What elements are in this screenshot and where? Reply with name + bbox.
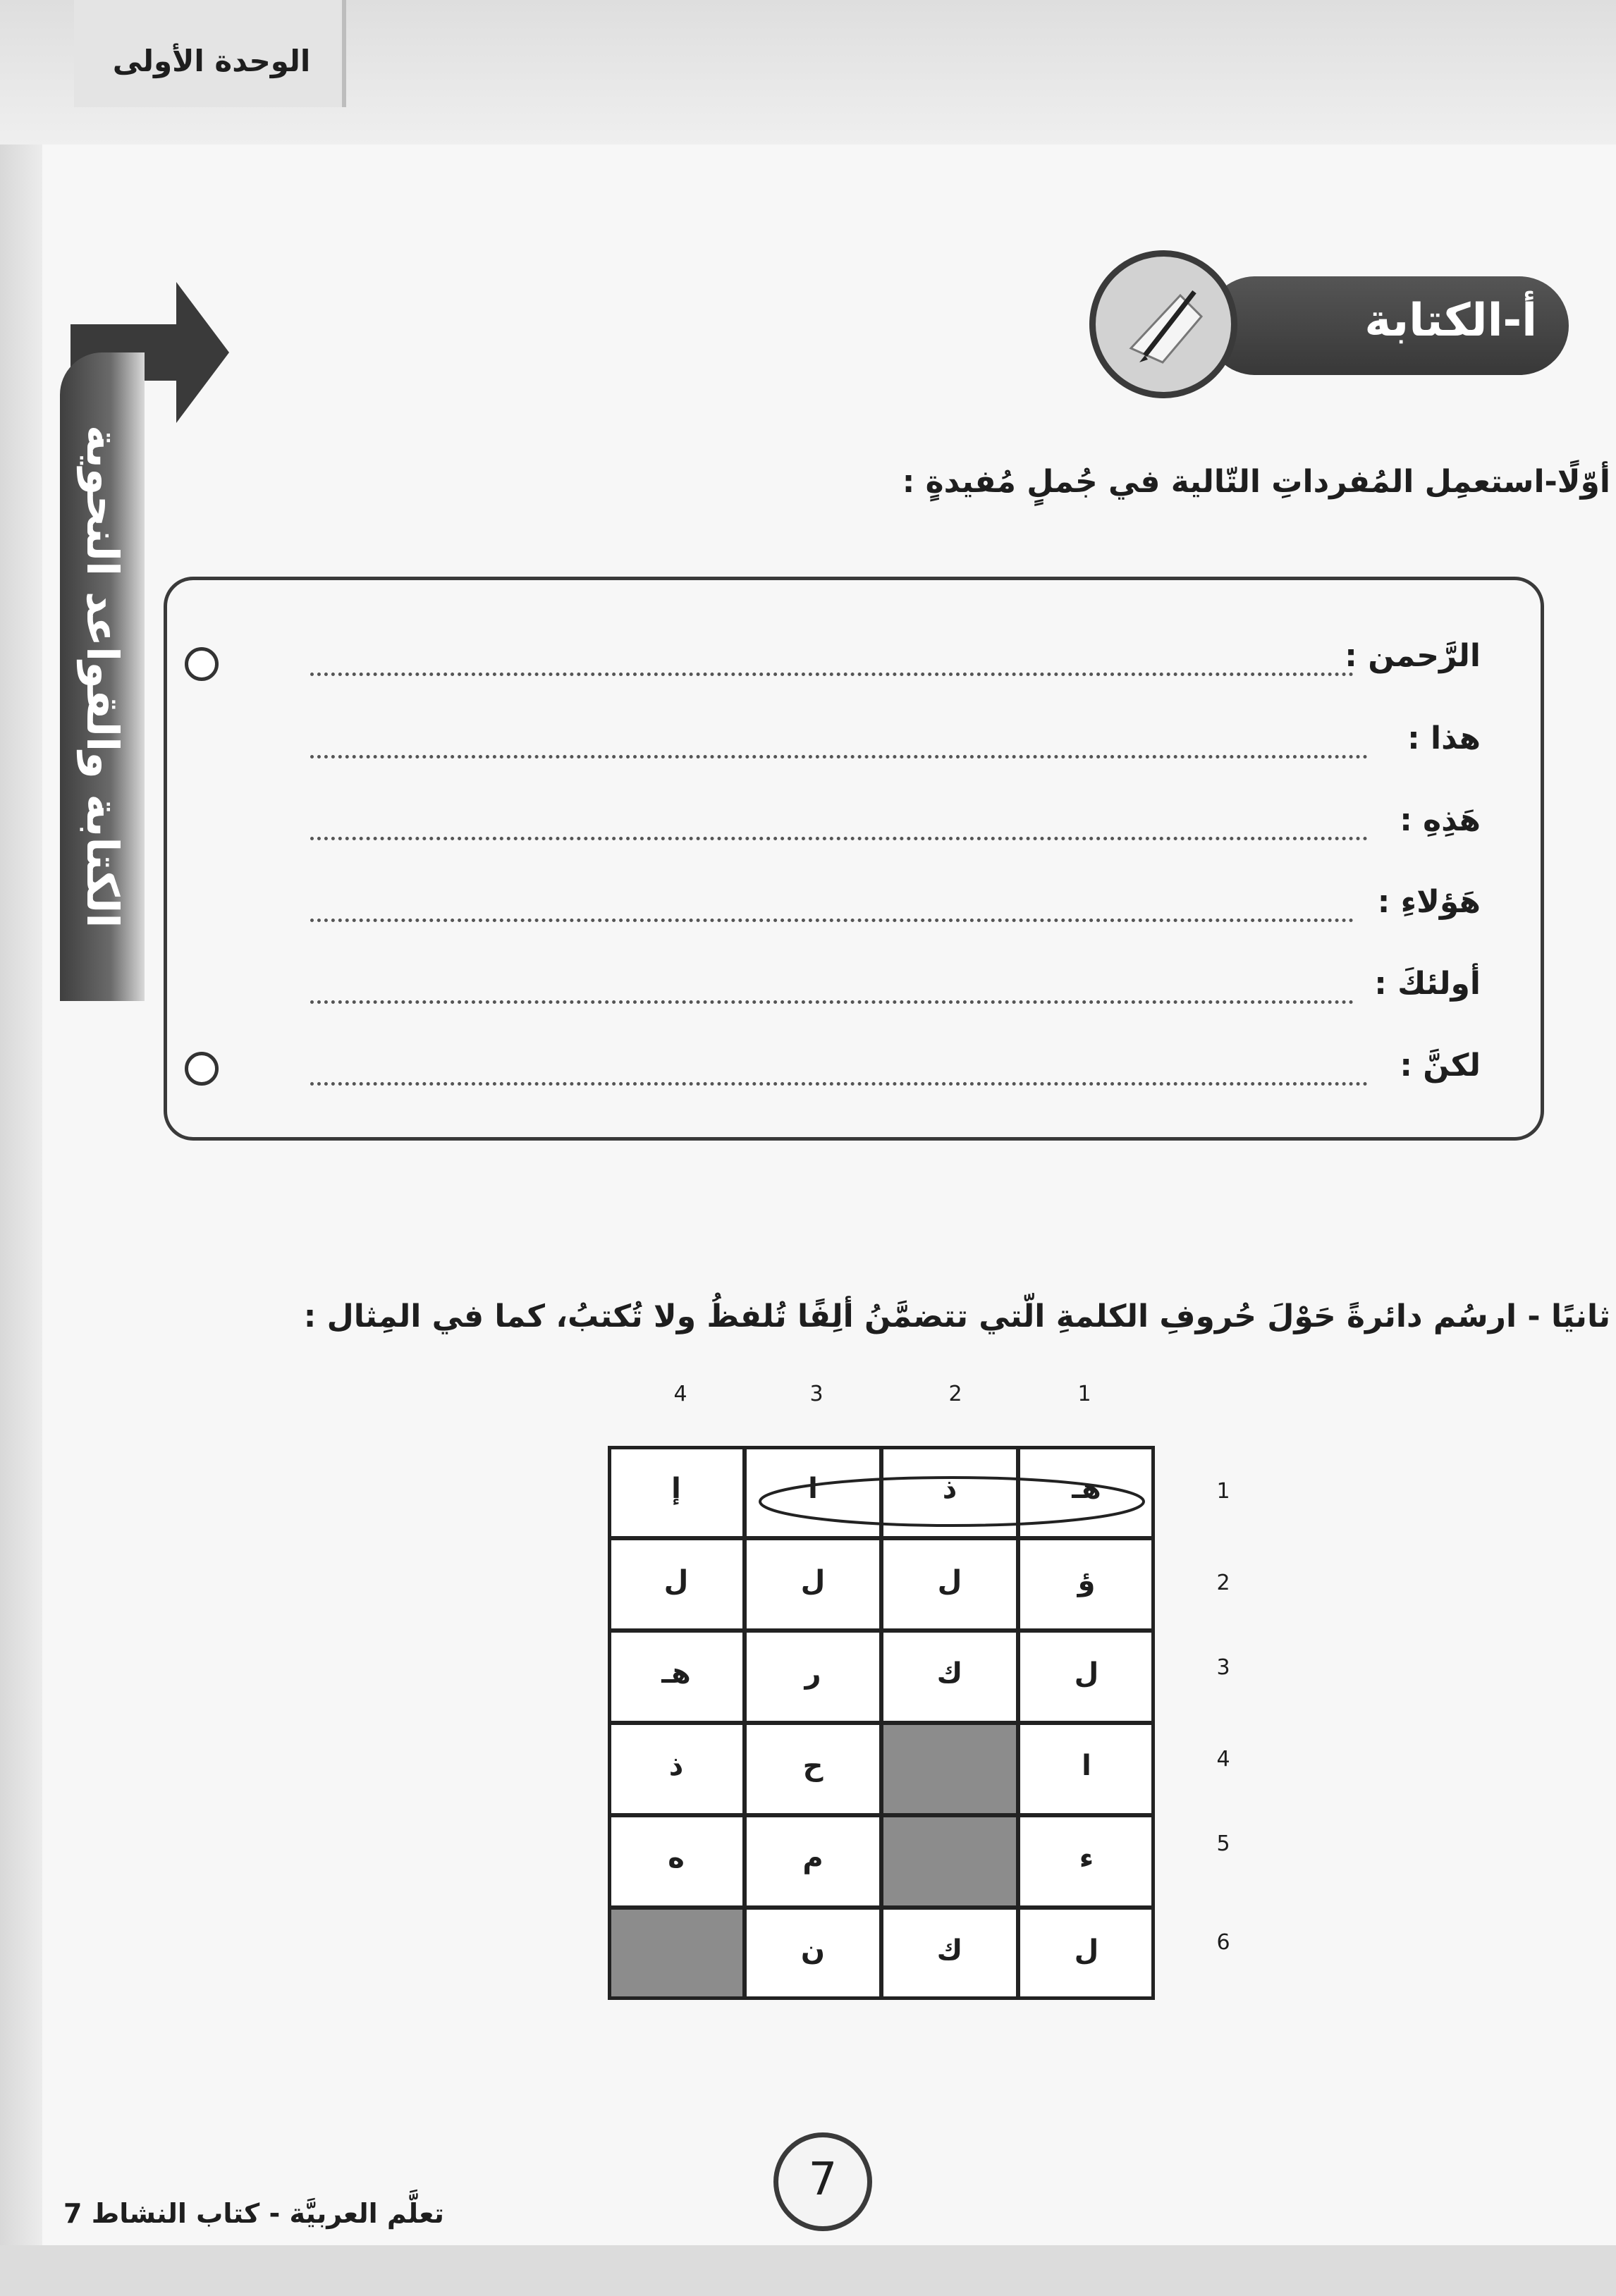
- example-ellipse: [754, 1473, 1149, 1530]
- row-number: 6: [1216, 1930, 1230, 1955]
- grid-letter: هـ: [1072, 1473, 1101, 1505]
- bottom-band: [0, 2245, 1616, 2296]
- grid-letter: ه: [668, 1842, 685, 1874]
- column-number: 4: [673, 1382, 687, 1406]
- column-number: 1: [1077, 1382, 1091, 1406]
- unit-title: الوحدة الأولى: [112, 44, 311, 78]
- answer-line[interactable]: [310, 919, 1354, 922]
- grid-letter: ك: [936, 1657, 963, 1690]
- grid-letter: ل: [1074, 1934, 1099, 1967]
- answer-line[interactable]: [310, 837, 1368, 840]
- answer-line[interactable]: [310, 1082, 1368, 1086]
- exercise-2-title: ثانيًا - ارسُم دائرةً حَوْلَ حُروفِ الكلمةِ الّتي تتضمَّنُ ألِفًا تُلفظُ ولا تُكتبُ، كما في المِثال :: [303, 1299, 1610, 1334]
- row-number: 2: [1216, 1571, 1230, 1595]
- exercise-1-title: أوّلًا-استعمِل المُفرداتِ التّالية في جُملٍ مُفيدةٍ :: [902, 464, 1610, 500]
- answer-line[interactable]: [310, 755, 1368, 759]
- word-label: هَذِهِ :: [1400, 802, 1481, 838]
- sentence-row: [310, 966, 1481, 1017]
- sentence-row: [310, 1048, 1481, 1098]
- word-label: أولئكَ :: [1374, 966, 1481, 1002]
- grid-letter: ل: [800, 1565, 826, 1597]
- sentence-row: [310, 638, 1481, 689]
- sentence-row: [310, 720, 1481, 771]
- row-number: 4: [1216, 1747, 1230, 1772]
- grid-letter: إ: [671, 1473, 681, 1505]
- word-label: هَؤلاءِ :: [1377, 884, 1481, 920]
- grid-letter: ر: [804, 1657, 821, 1690]
- grid-letter: ذ: [668, 1750, 684, 1782]
- grid-letter: ا: [808, 1473, 818, 1505]
- grid-letter: ن: [800, 1934, 826, 1967]
- grid-letter: ح: [802, 1750, 824, 1782]
- grid-letter: ل: [663, 1565, 689, 1597]
- column-number: 2: [948, 1382, 962, 1406]
- word-label: لكنَّ :: [1400, 1048, 1481, 1083]
- grid-letter: م: [802, 1842, 824, 1874]
- column-number: 3: [809, 1382, 824, 1406]
- grid-letter: ل: [1074, 1657, 1099, 1690]
- book-title: تعلَّم العربيَّة - كتاب النشاط 7: [63, 2198, 444, 2229]
- side-section-label: الكتابة والقواعد النحوية: [77, 425, 128, 928]
- grid-letter: هـ: [661, 1657, 691, 1690]
- word-label: الرَّحمن :: [1345, 638, 1481, 674]
- grid-letter: ء: [1079, 1842, 1094, 1874]
- sentence-row: [310, 884, 1481, 935]
- binder-ring: [185, 1052, 219, 1086]
- grid-letter: ؤ: [1077, 1565, 1096, 1597]
- binder-ring: [185, 647, 219, 681]
- answer-line[interactable]: [310, 1000, 1354, 1004]
- row-number: 5: [1216, 1831, 1230, 1856]
- grid-letter: ا: [1082, 1750, 1091, 1782]
- row-number: 1: [1216, 1479, 1230, 1504]
- grid-letter: ذ: [942, 1473, 957, 1505]
- grid-letter: ك: [936, 1934, 963, 1967]
- pen-paper-icon: [1089, 250, 1237, 398]
- answer-line[interactable]: [310, 673, 1354, 676]
- word-label: هذا :: [1407, 720, 1481, 756]
- grid-letter: ل: [937, 1565, 962, 1597]
- row-number: 3: [1216, 1655, 1230, 1680]
- section-heading: أ-الكتابة: [1364, 295, 1537, 347]
- page-number: 7: [808, 2154, 838, 2206]
- sentence-row: [310, 802, 1481, 853]
